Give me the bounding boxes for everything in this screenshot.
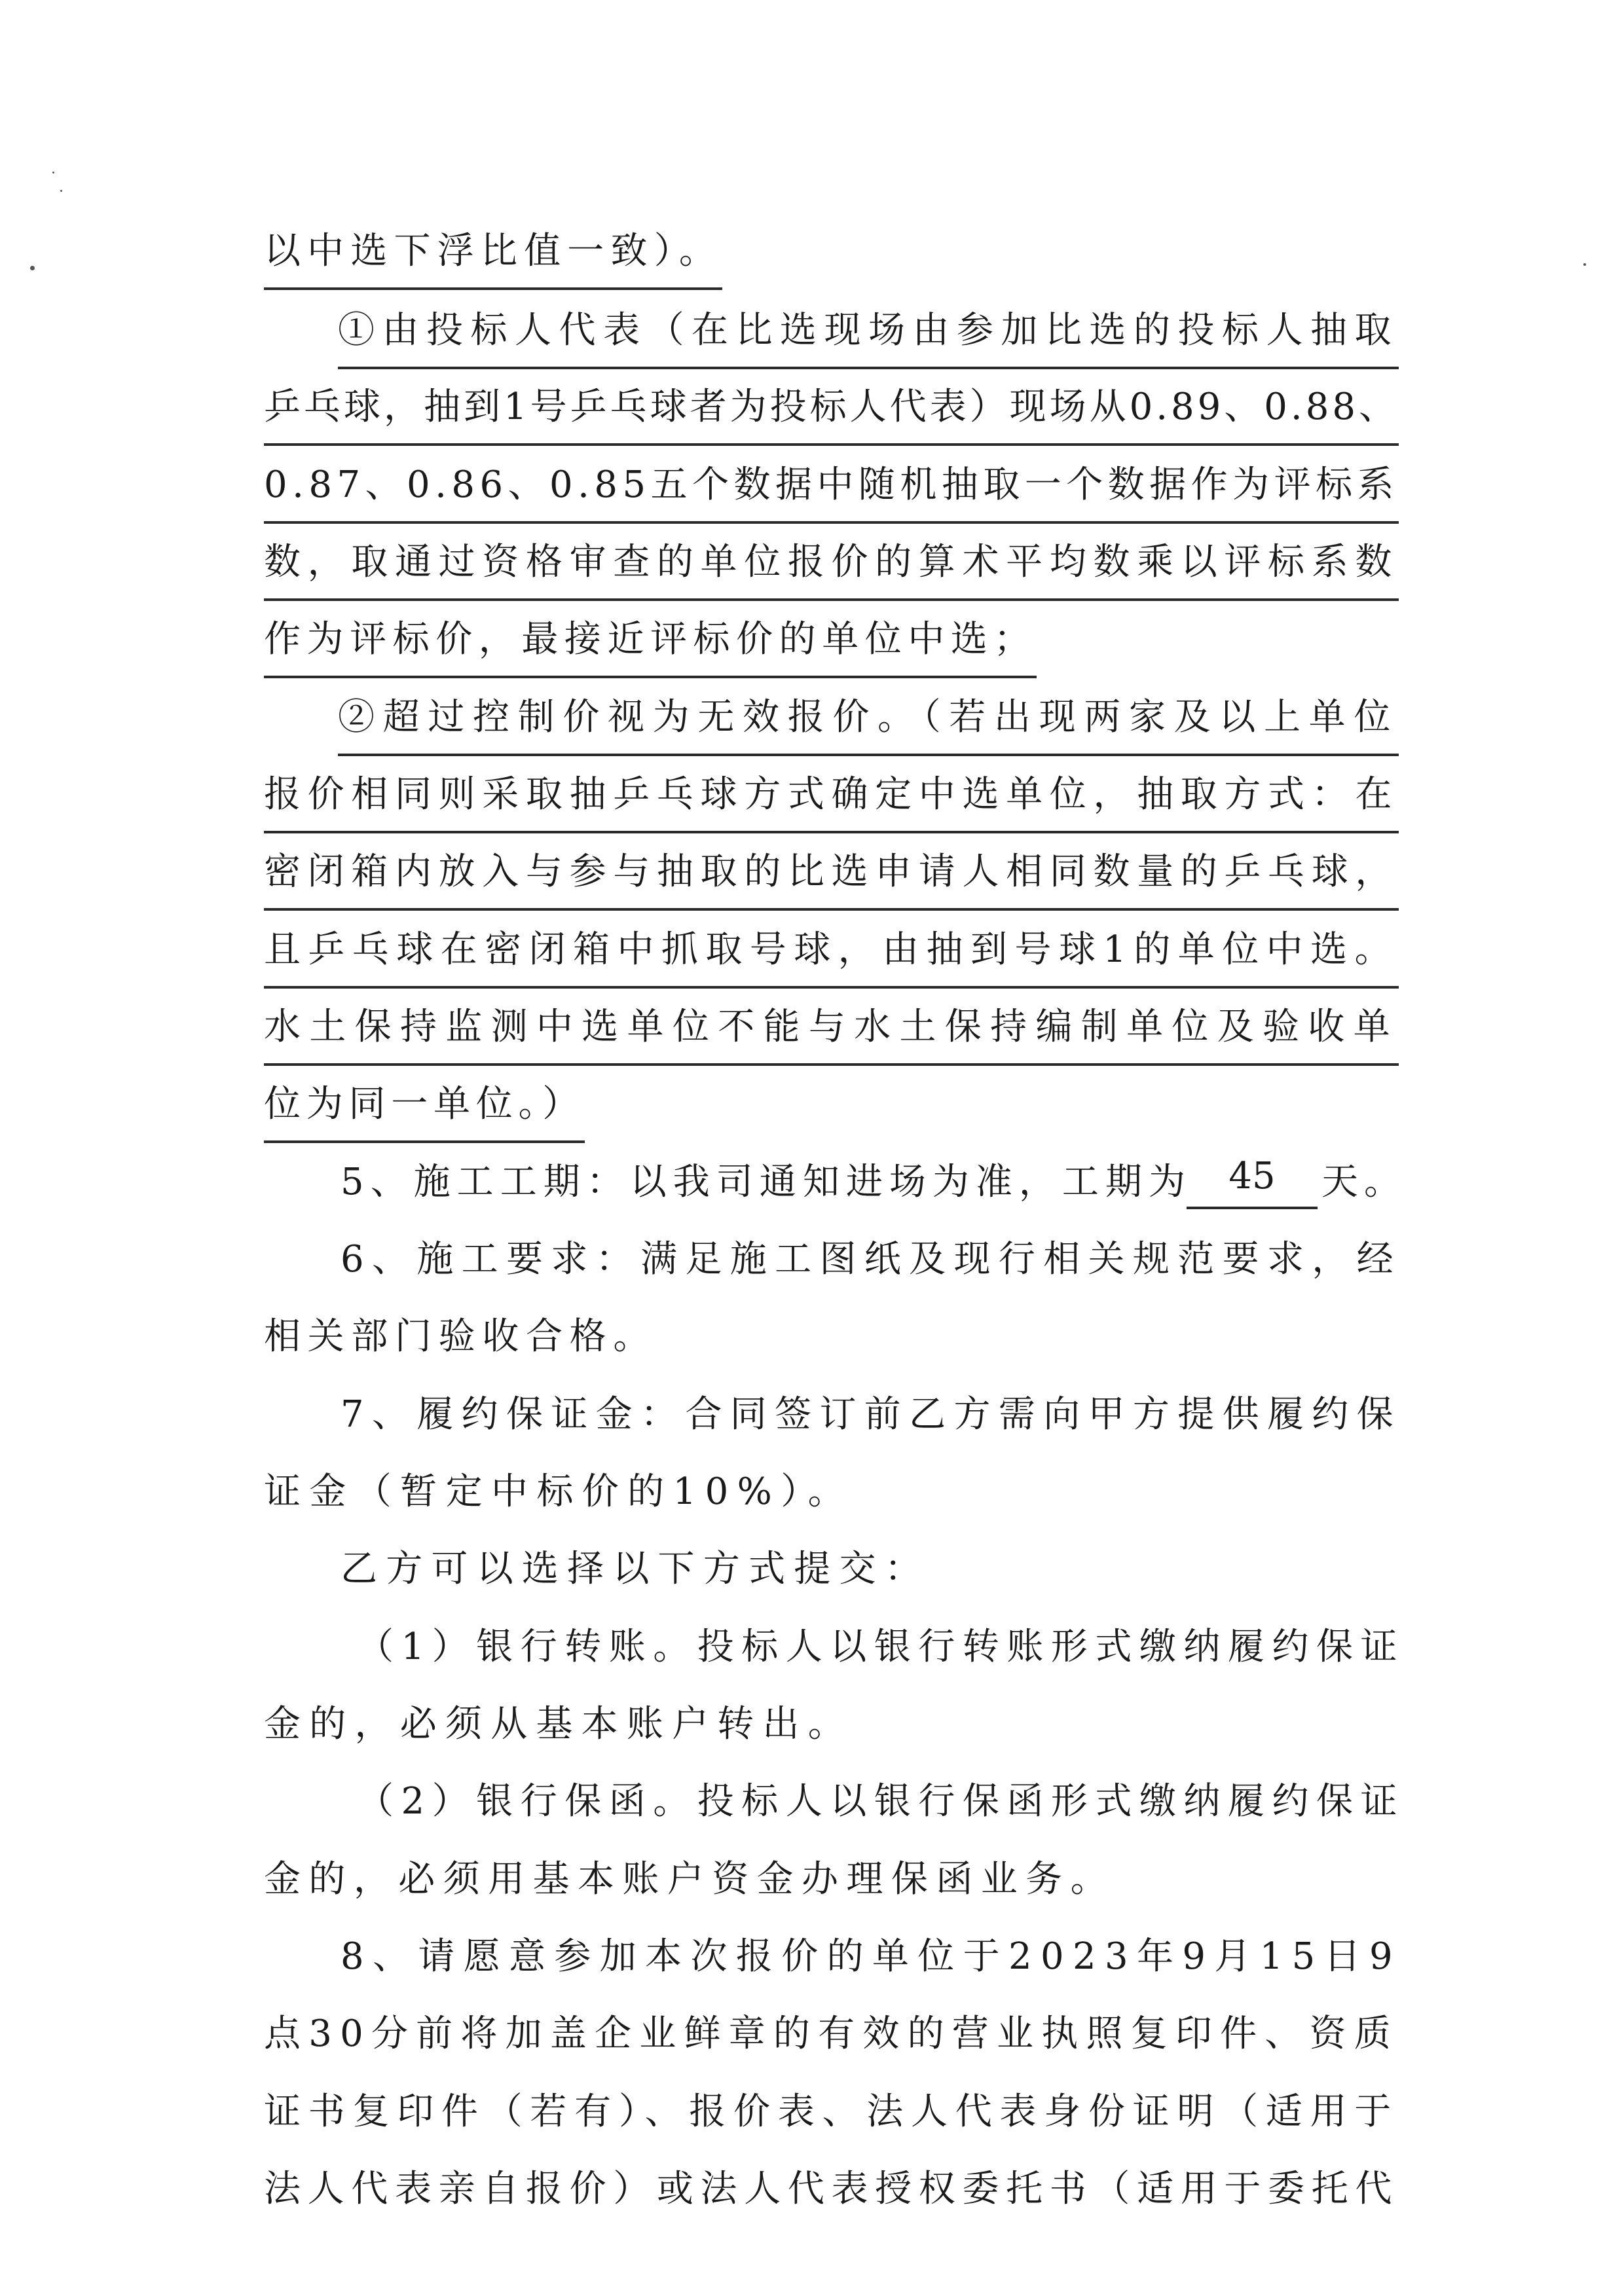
text-line [0,1376,1624,1453]
paragraph-text: （1）银行转账。投标人以银行转账形式缴纳履约保证 [357,1626,1405,1668]
paragraph-text: 点30分前将加盖企业鲜章的有效的营业执照复印件、资质 [264,2013,1399,2055]
underlined-text: 位为同一单位。） [264,1066,585,1143]
underlined-text: ②超过控制价视为无效报价。（若出现两家及以上单位 [338,679,1399,756]
paragraph-text: 金的，必须从基本账户转出。 [264,1703,853,1745]
underlined-text: 0.87、0.86、0.85五个数据中随机抽取一个数据作为评标系 [264,446,1399,524]
text-line [0,1918,1624,1995]
text-line [0,1144,1624,1221]
text-line [0,679,1624,756]
paragraph-text: 乙方可以选择以下方式提交： [341,1548,930,1590]
text-line [0,833,1624,911]
paragraph-text: 7、履约保证金：合同签订前乙方需向甲方提供履约保 [341,1393,1401,1436]
text-line [0,369,1624,446]
text-line [0,1609,1624,1686]
text-line [0,292,1624,369]
text-line [0,2073,1624,2151]
text-line [0,1066,1624,1143]
scan-speck [60,190,62,192]
text-line [0,1298,1624,1376]
text-line [0,601,1624,678]
text-line [0,1453,1624,1531]
paragraph-text: 6、施工要求：满足施工图纸及现行相关规范要求，经 [341,1238,1401,1281]
scan-speck [1583,263,1586,266]
scan-speck [52,172,54,173]
text-line [0,446,1624,524]
blank-wrapper [1187,1144,1318,1221]
paragraph-text: 证金（暂定中标价的10%）。 [264,1470,853,1513]
underlined-text: 密闭箱内放入与参与抽取的比选申请人相同数量的乒乓球， [264,833,1399,911]
text-after-blank: 天。 [1321,1161,1407,1203]
underlined-text: 且乒乓球在密闭箱中抓取号球，由抽到号球1的单位中选。 [264,911,1399,989]
paragraph-text: 金的，必须用基本账户资金办理保函业务。 [264,1858,1115,1901]
text-line [0,1221,1624,1298]
text-before-blank: 5、施工工期：以我司通知进场为准，工期为 [341,1161,1192,1203]
filled-blank: 45 [1187,1144,1318,1209]
underlined-text: 报价相同则采取抽乒乓球方式确定中选单位，抽取方式：在 [264,756,1399,833]
underlined-text: 数，取通过资格审查的单位报价的算术平均数乘以评标系数 [264,524,1399,601]
text-line [0,1531,1624,1608]
underlined-text: 作为评标价，最接近评标价的单位中选； [264,601,1037,678]
text-line [0,1995,1624,2073]
text-line [0,911,1624,989]
underlined-text: 以中选下浮比值一致）。 [264,213,722,290]
paragraph-text: （2）银行保函。投标人以银行保函形式缴纳履约保证 [357,1780,1405,1823]
paragraph-text: 8、请愿意参加本次报价的单位于2023年9月15日9 [341,1935,1401,1978]
text-line [0,213,1624,290]
text-line [0,1686,1624,1763]
text-line [0,1763,1624,1840]
text-line [0,524,1624,601]
paragraph-text: 证书复印件（若有）、报价表、法人代表身份证明（适用于 [264,2090,1399,2133]
text-line [0,2151,1624,2228]
underlined-text: 水土保持监测中选单位不能与水土保持编制单位及验收单 [264,989,1399,1066]
scan-speck [30,266,35,270]
underlined-text: ①由投标人代表（在比选现场由参加比选的投标人抽取 [338,292,1399,369]
text-line [0,756,1624,833]
paragraph-text: 法人代表亲自报价）或法人代表授权委托书（适用于委托代 [264,2168,1399,2210]
underlined-text: 乒乓球，抽到1号乒乓球者为投标人代表）现场从0.89、0.88、 [264,369,1399,446]
text-line [0,989,1624,1066]
paragraph-text: 相关部门验收合格。 [264,1315,657,1358]
text-line [0,1841,1624,1918]
